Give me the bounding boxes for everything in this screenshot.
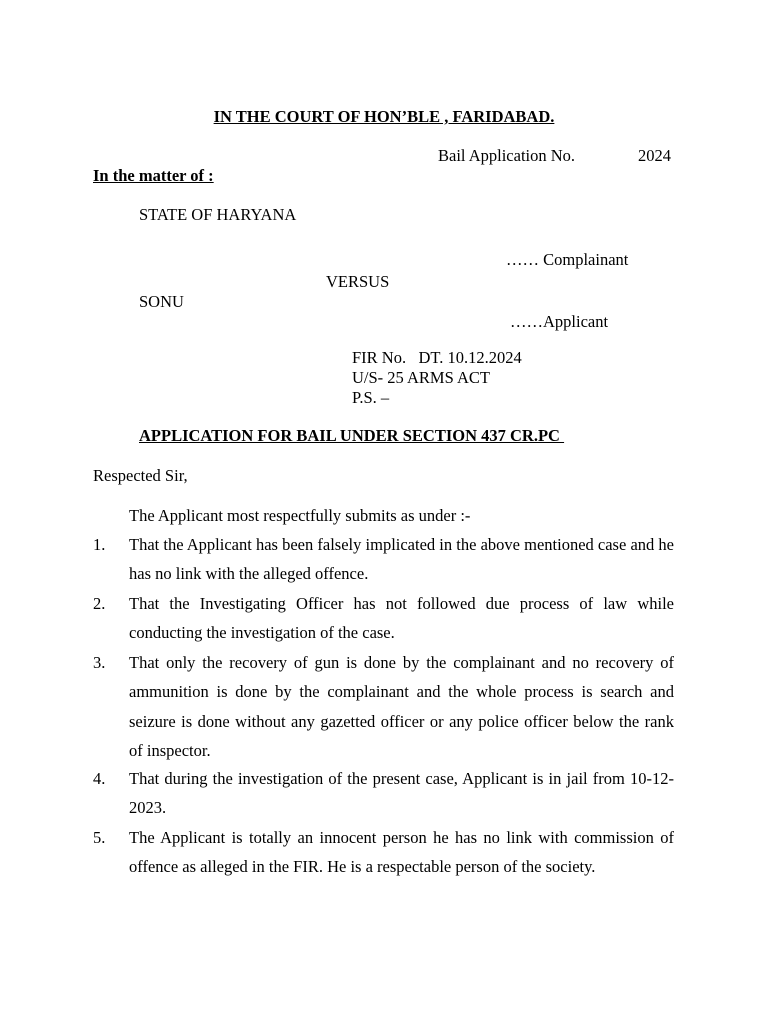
point-number: 4. (93, 769, 106, 788)
versus-label: VERSUS (326, 272, 390, 291)
point-number: 5. (93, 828, 106, 847)
point-number: 2. (93, 594, 106, 613)
fir-number-date: FIR No. DT. 10.12.2024 (352, 348, 522, 367)
point-text: That only the recovery of gun is done by the complainant and no recovery of ammunition is done by the complainant and the whole process is search and seizure is done without any gazetted officer or any police officer below the rank of inspector. (129, 653, 674, 761)
complainant-role: …… Complainant (506, 250, 629, 269)
fir-police-station: P.S. – (352, 388, 390, 407)
point-text: That the Investigating Officer has not followed due process of law while conducting the investigation of the case. (129, 594, 674, 643)
application-title: APPLICATION FOR BAIL UNDER SECTION 437 CR.PC (139, 426, 565, 445)
point-number: 1. (93, 535, 106, 554)
bail-application-label: Bail Application No. (438, 146, 576, 165)
point-text: That the Applicant has been falsely implicated in the above mentioned case and he has no link with the alleged offence. (129, 535, 674, 584)
point-number: 3. (93, 653, 106, 672)
in-the-matter-of: In the matter of : (93, 166, 214, 185)
fir-section: U/S- 25 ARMS ACT (352, 368, 490, 387)
point-text: The Applicant is totally an innocent person he has no link with commission of offence as alleged in the FIR. He is a respectable person of the society. (129, 828, 674, 877)
party-state: STATE OF HARYANA (139, 205, 297, 224)
court-title: IN THE COURT OF HON’BLE , FARIDABAD. (213, 107, 555, 126)
bail-application-year: 2024 (638, 146, 671, 165)
intro-text: The Applicant most respectfully submits as under :- (129, 506, 471, 525)
salutation: Respected Sir, (93, 466, 188, 485)
party-accused: SONU (139, 292, 184, 311)
point-text: That during the investigation of the present case, Applicant is in jail from 10-12-2023. (129, 769, 674, 818)
applicant-role: ……Applicant (510, 312, 609, 331)
